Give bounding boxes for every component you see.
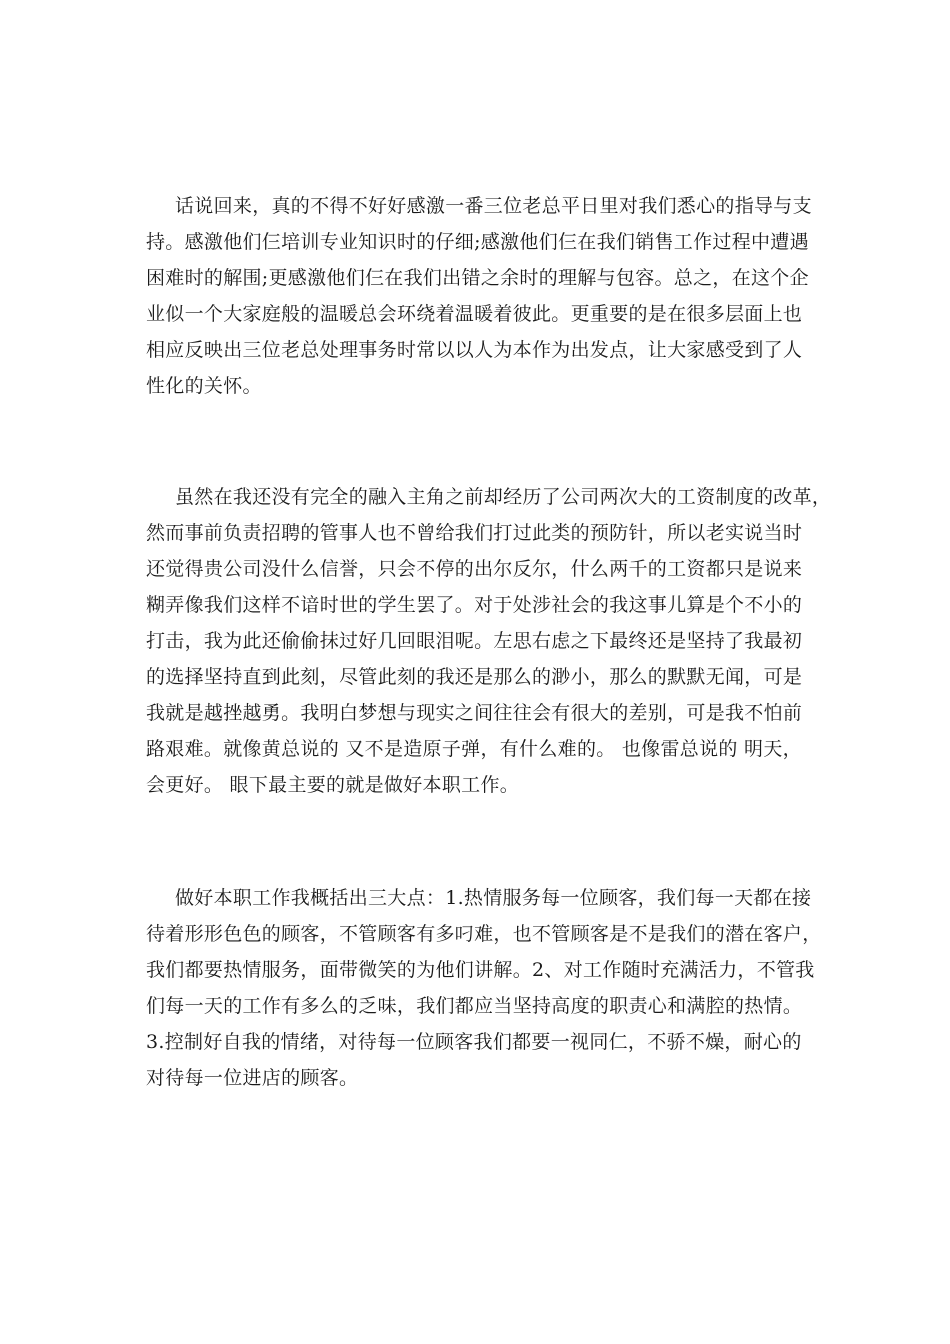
text-line: 路艰难。就像黄总说的 又不是造原子弹，有什么难的。 也像雷总说的 明天， [146,738,802,760]
text-line: 话说回来，真的不得不好好感激一番三位老总平日里对我们悉心的指导与支 [175,195,812,217]
paragraph-gratitude [146,188,818,404]
text-line: 持。感激他们仨培训专业知识时的仔细;感激他们仨在我们销售工作过程中遭遇 [146,231,809,253]
text-line: 虽然在我还没有完全的融入主角之前却经历了公司两次大的工资制度的改革， [175,486,832,508]
text-line: 性化的关怀。 [146,375,262,397]
text-line: 会更好。 眼下最主要的就是做好本职工作。 [146,774,520,796]
text-line: 还觉得贵公司没什么信誉，只会不停的出尔反尔，什么两千的工资都只是说来 [146,558,803,580]
text-line: 们每一天的工作有多么的乏味，我们都应当坚持高度的职责心和满腔的热情。 [146,995,803,1017]
paragraph-salary-reform [146,479,832,803]
text-line: 我们都要热情服务，面带微笑的为他们讲解。2、对工作随时充满活力，不管我 [146,959,815,981]
text-line: 打击，我为此还偷偷抹过好几回眼泪呢。左思右虑之下最终还是坚持了我最初 [146,630,803,652]
text-line: 3.控制好自我的情绪，对待每一位顾客我们都要一视同仁，不骄不燥，耐心的 [146,1031,802,1053]
text-line: 然而事前负责招聘的管事人也不曾给我们打过此类的预防针，所以老实说当时 [146,522,803,544]
text-line: 糊弄像我们这样不谙时世的学生罢了。对于处涉社会的我这事儿算是个不小的 [146,594,803,616]
text-line: 业似一个大家庭般的温暖总会环绕着温暖着彼此。更重要的是在很多层面上也 [146,303,803,325]
text-line: 困难时的解围;更感激他们仨在我们出错之余时的理解与包容。总之，在这个企 [146,267,809,289]
text-line: 对待每一位进店的顾客。 [146,1067,359,1089]
text-line: 待着形形色色的顾客，不管顾客有多叼难，也不管顾客是不是我们的潜在客户， [146,923,822,945]
text-line: 的选择坚持直到此刻，尽管此刻的我还是那么的渺小，那么的默默无闻，可是 [146,666,803,688]
text-line: 我就是越挫越勇。我明白梦想与现实之间往往会有很大的差别，可是我不怕前 [146,702,803,724]
paragraph-duties [146,880,822,1096]
text-line: 做好本职工作我概括出三大点：1.热情服务每一位顾客，我们每一天都在接 [175,887,812,909]
text-line: 相应反映出三位老总处理事务时常以以人为本作为出发点，让大家感受到了人 [146,339,803,361]
